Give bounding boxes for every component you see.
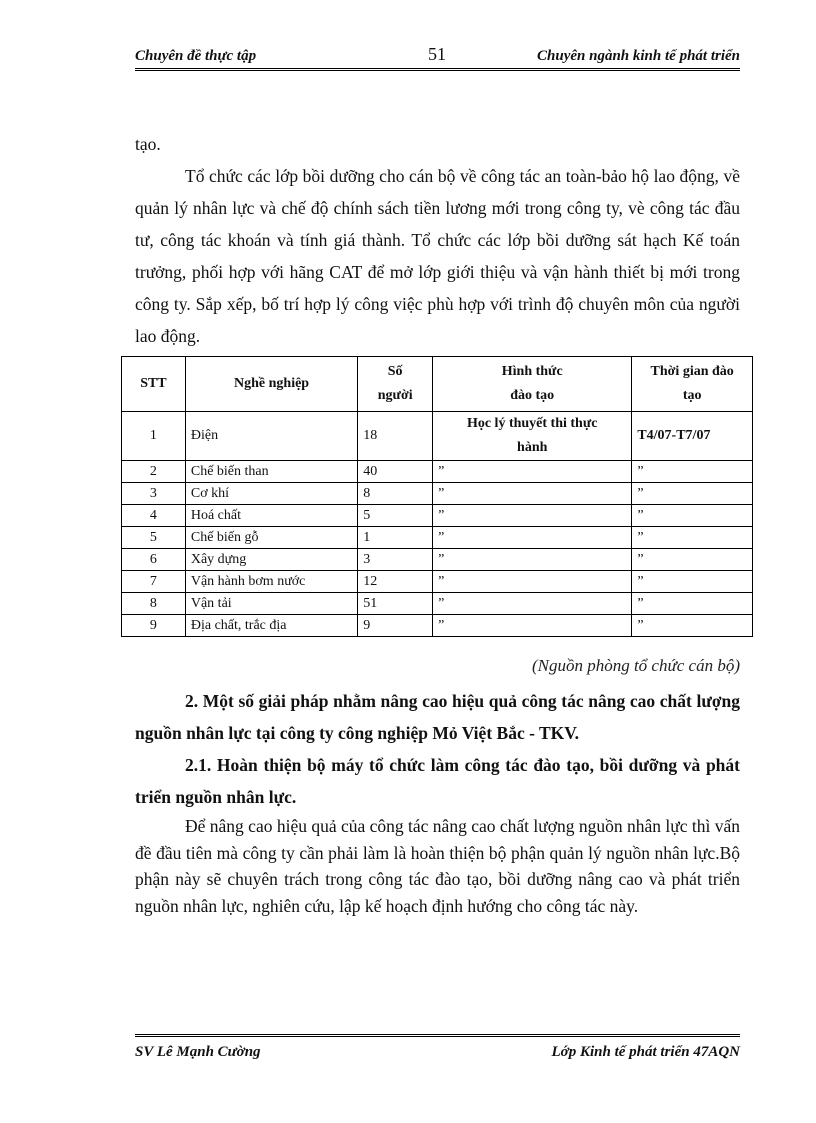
paragraph-hr-department: Để nâng cao hiệu quả của công tác nâng cao chất lượng nguồn nhân lực thì vấn đề đầu tiên mà công ty cần phải làm là hoàn thiện bộ phận quản lý nguồn nhân lực.Bộ phận này sẽ chuyên trách trong công tác đào tạo, bồi dưỡng nâng cao và phát triển nguồn nhân lực, nghiên cứu, lập kế hoạch định hướng cho công tác này. [135,816,740,916]
header-form-line-1: Hình thức [501,364,563,379]
cell-count: 3 [358,549,433,571]
cell-occupation: Chế biến than [185,461,357,483]
cell-training-form: ” [433,593,632,615]
footer-author: SV Lê Mạnh Cường [135,1044,261,1060]
training-table [121,356,753,637]
header-count-line-2: người [377,388,413,403]
table-row [122,527,753,549]
paragraph-training-activities: Tổ chức các lớp bồi dưỡng cho cán bộ về công tác an toàn-bảo hộ lao động, về quản lý nhân lực và chế độ chính sách tiền lương mới trong công ty, vè công tác đầu tư, công tác khoán và tính giá thành. Tổ chức các lớp bồi dưỡng sát hạch Kế toán trưởng, phối hợp với hãng CAT để mở lớp giới thiệu và vận hành thiết bị mới trong công ty. Sắp xếp, bố trí hợp lý công việc phù hợp với trình độ chuyên môn của người lao động. [135,166,740,346]
cell-occupation: Hoá chất [185,505,357,527]
cell-stt: 1 [122,412,186,461]
page-number: 51 [428,44,446,64]
cell-training-time: T4/07-T7/07 [632,412,753,461]
cell-training-form: ” [433,505,632,527]
cell-occupation: Địa chất, trắc địa [185,615,357,637]
cell-training-time: ” [632,527,753,549]
header-right-title: Chuyên ngành kinh tế phát triển [537,48,740,64]
table-row [122,615,753,637]
cell-occupation: Vận hành bơm nước [185,571,357,593]
table-row [122,461,753,483]
header-training-time [632,357,753,412]
cell-training-form: ” [433,571,632,593]
table-header-row [122,357,753,412]
cell-training-time: ” [632,461,753,483]
table-row [122,412,753,461]
cell-count: 51 [358,593,433,615]
header-count [358,357,433,412]
table-row [122,505,753,527]
cell-training-time: ” [632,615,753,637]
header-left-title: Chuyên đề thực tập [135,48,257,64]
header-stt: STT [122,357,186,412]
cell-stt: 9 [122,615,186,637]
table-row [122,593,753,615]
cell-count: 12 [358,571,433,593]
page-footer [135,1034,740,1063]
cell-training-form: ” [433,615,632,637]
header-training-form [433,357,632,412]
table-source-note: (Nguồn phòng tổ chức cán bộ) [531,656,740,675]
cell-count: 40 [358,461,433,483]
cell-training-time: ” [632,593,753,615]
cell-occupation: Chế biến gỗ [185,527,357,549]
cell-stt: 3 [122,483,186,505]
cell-form-line-2: hành [517,440,548,455]
cell-count: 18 [358,412,433,461]
cell-training-time: ” [632,483,753,505]
table-row [122,549,753,571]
cell-training-form [433,412,632,461]
cell-count: 5 [358,505,433,527]
table-row [122,483,753,505]
section-heading-2-1: 2.1. Hoàn thiện bộ máy tổ chức làm công tác đào tạo, bồi dưỡng và phát triển nguồn nhân lực. [135,755,740,807]
cell-training-time: ” [632,571,753,593]
header-count-line-1: Số [387,364,403,379]
table-row [122,571,753,593]
header-time-line-2: tạo [682,388,702,403]
cell-count: 9 [358,615,433,637]
footer-class: Lớp Kinh tế phát triển 47AQN [551,1044,740,1060]
paragraph-continuation: tạo. [135,134,161,154]
cell-stt: 4 [122,505,186,527]
cell-count: 1 [358,527,433,549]
cell-training-form: ” [433,527,632,549]
cell-training-time: ” [632,549,753,571]
cell-occupation: Xây dựng [185,549,357,571]
cell-count: 8 [358,483,433,505]
cell-stt: 6 [122,549,186,571]
cell-stt: 5 [122,527,186,549]
header-time-line-1: Thời gian đào [650,364,734,379]
section-heading-2: 2. Một số giải pháp nhằm nâng cao hiệu quả công tác nâng cao chất lượng nguồn nhân lực tại công ty công nghiệp Mỏ Việt Bắc - TKV. [135,691,740,743]
header-occupation: Nghề nghiệp [185,357,357,412]
page-header [135,44,740,71]
cell-occupation: Điện [185,412,357,461]
cell-training-time: ” [632,505,753,527]
cell-stt: 7 [122,571,186,593]
cell-stt: 2 [122,461,186,483]
cell-stt: 8 [122,593,186,615]
header-form-line-2: đào tạo [510,388,555,403]
cell-training-form: ” [433,549,632,571]
cell-training-form: ” [433,461,632,483]
cell-occupation: Vận tải [185,593,357,615]
cell-form-line-1: Học lý thuyết thi thực [466,416,598,431]
cell-training-form: ” [433,483,632,505]
cell-occupation: Cơ khí [185,483,357,505]
